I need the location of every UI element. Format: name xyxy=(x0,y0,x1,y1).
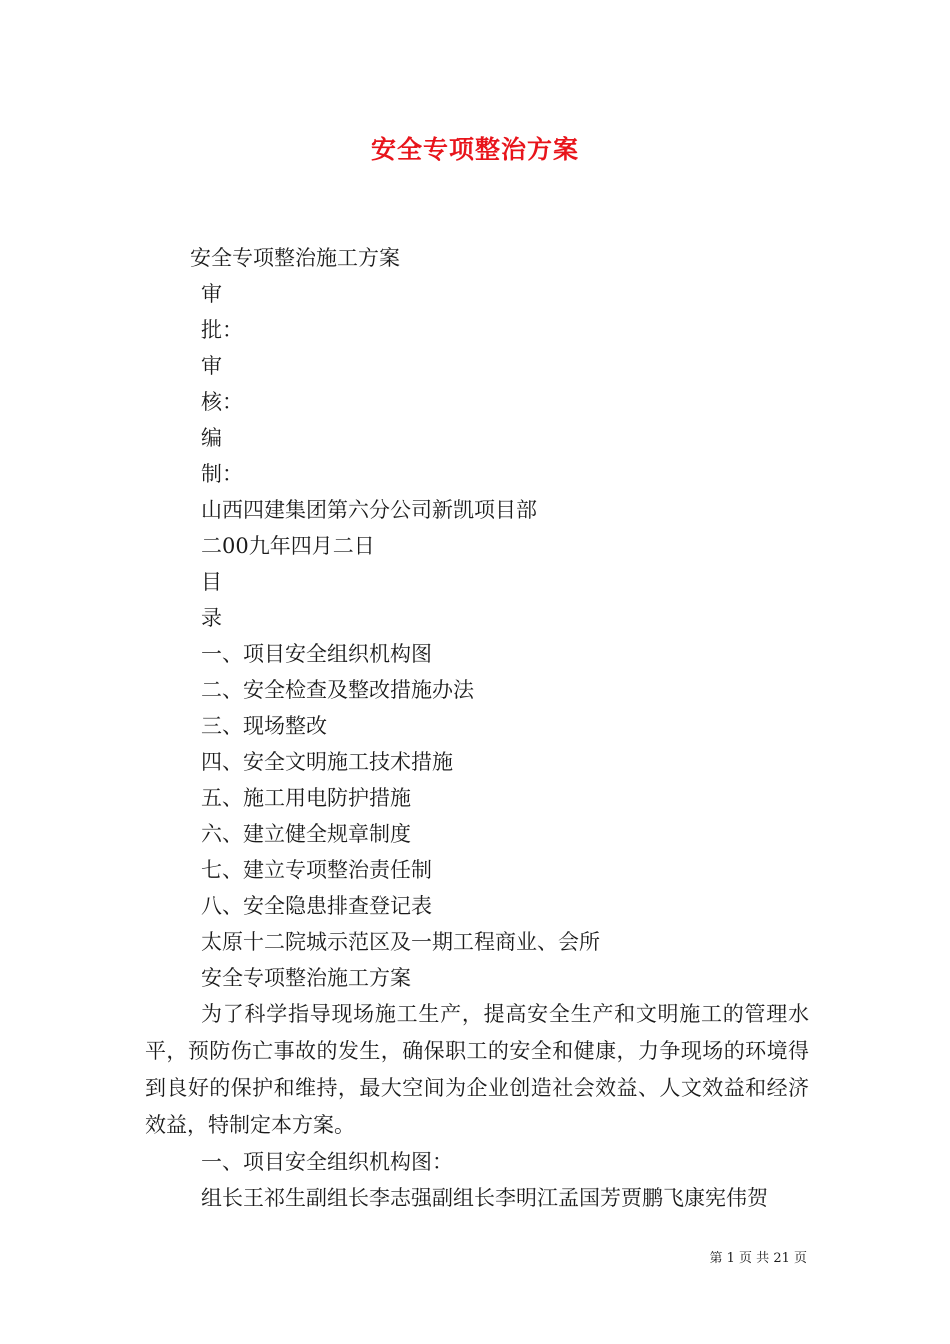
document-subtitle: 安全专项整治施工方案 xyxy=(190,246,400,270)
review-label-part-2: 核： xyxy=(201,390,243,414)
toc-heading-part-2: 录 xyxy=(201,606,222,630)
toc-item: 二、安全检查及整改措施办法 xyxy=(201,678,474,702)
toc-item: 四、安全文明施工技术措施 xyxy=(201,750,453,774)
approve-label-part-1: 审 xyxy=(201,282,222,306)
document-title: 安全专项整治方案 xyxy=(370,135,579,164)
toc-item: 八、安全隐患排查登记表 xyxy=(201,894,432,918)
organization-name: 山西四建集团第六分公司新凯项目部 xyxy=(201,498,537,522)
section-1-text: 组长王祁生副组长李志强副组长李明江孟国芳贾鹏飞康宪伟贺 xyxy=(201,1186,768,1210)
review-label-part-1: 审 xyxy=(201,354,222,378)
compile-label-part-2: 制： xyxy=(201,462,243,486)
document-date: 二00九年四月二日 xyxy=(201,534,375,558)
compile-label-part-1: 编 xyxy=(201,426,222,450)
approve-label-part-2: 批： xyxy=(201,318,243,342)
toc-heading-part-1: 目 xyxy=(201,570,222,594)
toc-item: 三、现场整改 xyxy=(201,714,327,738)
intro-paragraph: 为了科学指导现场施工生产，提高安全生产和文明施工的管理水平，预防伤亡事故的发生，确保职工的安全和健康，力争现场的环境得到良好的保护和维持，最大空间为企业创造社会效益、人文效益和经济效益，特制定本方案。 xyxy=(145,1002,809,1137)
plan-name: 安全专项整治施工方案 xyxy=(201,966,411,990)
project-name: 太原十二院城示范区及一期工程商业、会所 xyxy=(201,930,600,954)
section-1-heading: 一、项目安全组织机构图： xyxy=(201,1150,453,1174)
toc-item: 五、施工用电防护措施 xyxy=(201,786,411,810)
toc-item: 六、建立健全规章制度 xyxy=(201,822,411,846)
toc-item: 一、项目安全组织机构图 xyxy=(201,642,432,666)
page-number-footer: 第 1 页 共 21 页 xyxy=(709,1251,807,1266)
toc-item: 七、建立专项整治责任制 xyxy=(201,858,432,882)
